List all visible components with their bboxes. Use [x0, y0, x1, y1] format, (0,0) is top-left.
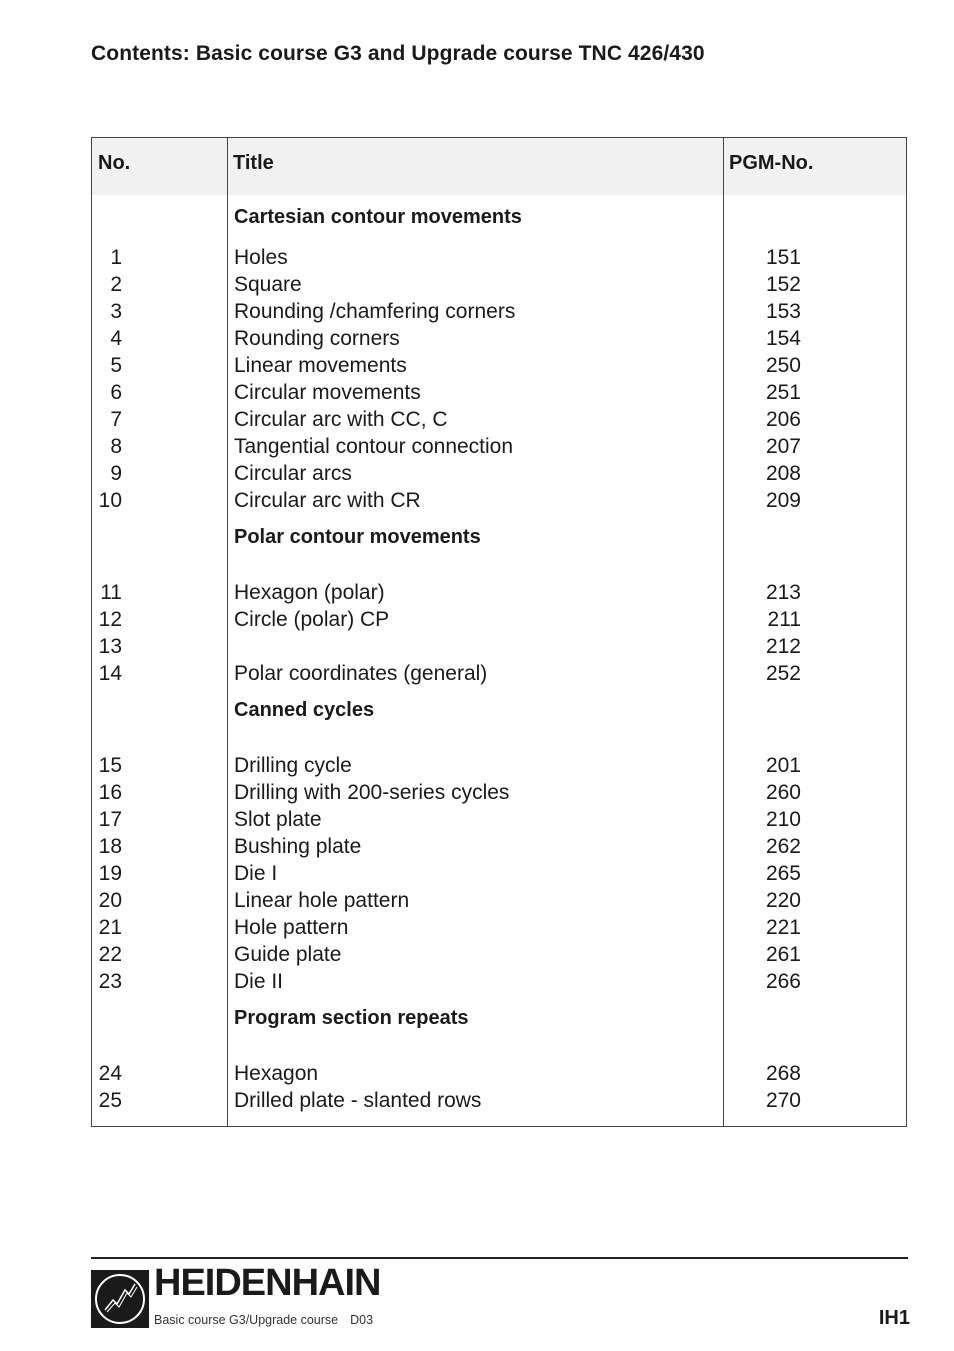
table-row — [92, 244, 906, 271]
row-title: Holes — [234, 246, 288, 269]
table-row — [92, 633, 906, 660]
table-row — [92, 325, 906, 352]
table-row — [92, 352, 906, 379]
row-number: 18 — [98, 835, 122, 858]
row-number: 19 — [98, 862, 122, 885]
section-heading: Program section repeats — [234, 1007, 469, 1029]
row-number: 8 — [110, 435, 122, 458]
section-heading-row — [92, 514, 906, 579]
row-number: 25 — [98, 1089, 122, 1112]
table-body — [92, 195, 906, 1114]
row-pgm-no: 270 — [765, 1089, 801, 1112]
table-row — [92, 806, 906, 833]
header-pgm-no: PGM-No. — [729, 152, 814, 174]
table-row — [92, 460, 906, 487]
page-code: IH1 — [878, 1307, 910, 1329]
row-number: 3 — [110, 300, 122, 323]
row-pgm-no: 251 — [765, 381, 801, 404]
row-title: Circular arcs — [234, 462, 352, 485]
row-number: 20 — [98, 889, 122, 912]
table-row — [92, 914, 906, 941]
row-number: 10 — [98, 489, 122, 512]
row-pgm-no: 210 — [765, 808, 801, 831]
table-row — [92, 887, 906, 914]
row-number: 2 — [110, 273, 122, 296]
row-number: 6 — [110, 381, 122, 404]
row-title: Bushing plate — [234, 835, 362, 858]
table-row — [92, 487, 906, 514]
row-pgm-no: 261 — [765, 943, 801, 966]
row-pgm-no: 262 — [765, 835, 801, 858]
row-pgm-no: 220 — [765, 889, 801, 912]
table-row — [92, 606, 906, 633]
row-number: 23 — [98, 970, 122, 993]
row-pgm-no: 208 — [765, 462, 801, 485]
row-number: 13 — [98, 635, 122, 658]
row-title: Circle (polar) CP — [234, 608, 390, 631]
section-heading: Canned cycles — [234, 699, 375, 721]
footer-divider — [91, 1257, 908, 1259]
section-heading: Polar contour movements — [234, 526, 481, 548]
table-row — [92, 833, 906, 860]
row-pgm-no: 213 — [765, 581, 801, 604]
row-pgm-no: 268 — [765, 1062, 801, 1085]
row-number: 12 — [98, 608, 122, 631]
row-pgm-no: 221 — [765, 916, 801, 939]
row-title: Die I — [234, 862, 278, 885]
row-title: Tangential contour connection — [234, 435, 514, 458]
row-title: Polar coordinates (general) — [234, 662, 488, 685]
row-title: Hexagon — [234, 1062, 319, 1085]
table-header — [92, 138, 906, 195]
row-title: Drilling cycle — [234, 754, 352, 777]
row-pgm-no: 201 — [765, 754, 801, 777]
row-pgm-no: 209 — [765, 489, 801, 512]
table-row — [92, 271, 906, 298]
table-row — [92, 433, 906, 460]
table-row — [92, 968, 906, 995]
row-pgm-no: 265 — [765, 862, 801, 885]
row-pgm-no: 212 — [765, 635, 801, 658]
row-title: Die II — [234, 970, 284, 993]
row-number: 5 — [110, 354, 122, 377]
row-title: Rounding /chamfering corners — [234, 300, 516, 323]
row-pgm-no: 207 — [765, 435, 801, 458]
row-number: 24 — [98, 1062, 122, 1085]
section-heading-row — [92, 995, 906, 1060]
row-title: Square — [234, 273, 302, 296]
row-number: 1 — [110, 246, 122, 269]
section-heading: Cartesian contour movements — [234, 206, 522, 228]
row-number: 4 — [110, 327, 122, 350]
table-row — [92, 779, 906, 806]
row-title: Rounding corners — [234, 327, 400, 350]
footer-subtitle — [154, 1313, 373, 1327]
brand-name: HEIDENHAIN — [154, 1262, 381, 1304]
table-row — [92, 298, 906, 325]
row-number: 21 — [98, 916, 122, 939]
row-number: 11 — [100, 581, 122, 604]
table-row — [92, 1060, 906, 1087]
table-row — [92, 379, 906, 406]
table-row — [92, 579, 906, 606]
row-pgm-no: 151 — [765, 246, 801, 269]
contents-table — [91, 137, 907, 1127]
course-name: Basic course G3/Upgrade course — [154, 1313, 339, 1327]
row-title: Circular movements — [234, 381, 421, 404]
row-number: 22 — [98, 943, 122, 966]
row-number: 7 — [110, 408, 122, 431]
row-pgm-no: 250 — [765, 354, 801, 377]
row-title: Circular arc with CR — [234, 489, 421, 512]
row-title: Linear movements — [234, 354, 407, 377]
row-number: 9 — [110, 462, 122, 485]
section-heading-row — [92, 195, 906, 244]
doc-code: D03 — [350, 1313, 374, 1327]
heidenhain-logo-icon — [91, 1270, 149, 1328]
row-title: Drilled plate - slanted rows — [234, 1089, 482, 1112]
table-row — [92, 1087, 906, 1114]
section-heading-row — [92, 687, 906, 752]
row-title: Drilling with 200-series cycles — [234, 781, 510, 804]
row-title: Guide plate — [234, 943, 342, 966]
row-title: Slot plate — [234, 808, 322, 831]
row-pgm-no: 252 — [765, 662, 801, 685]
row-title: Hexagon (polar) — [234, 581, 385, 604]
row-title: Linear hole pattern — [234, 889, 410, 912]
table-row — [92, 860, 906, 887]
row-number: 17 — [98, 808, 122, 831]
header-title: Title — [233, 152, 274, 174]
table-row — [92, 752, 906, 779]
row-title: Hole pattern — [234, 916, 349, 939]
row-pgm-no: 211 — [767, 608, 801, 631]
row-pgm-no: 152 — [765, 273, 801, 296]
page-title: Contents: Basic course G3 and Upgrade course TNC 426/430 — [91, 42, 705, 65]
table-row — [92, 660, 906, 687]
row-pgm-no: 153 — [765, 300, 801, 323]
row-pgm-no: 206 — [765, 408, 801, 431]
row-number: 16 — [98, 781, 122, 804]
header-no: No. — [98, 152, 131, 174]
table-row — [92, 406, 906, 433]
row-number: 15 — [98, 754, 122, 777]
table-row — [92, 941, 906, 968]
row-pgm-no: 266 — [765, 970, 801, 993]
row-number: 14 — [98, 662, 122, 685]
row-pgm-no: 260 — [765, 781, 801, 804]
row-pgm-no: 154 — [765, 327, 801, 350]
row-title: Circular arc with CC, C — [234, 408, 448, 431]
